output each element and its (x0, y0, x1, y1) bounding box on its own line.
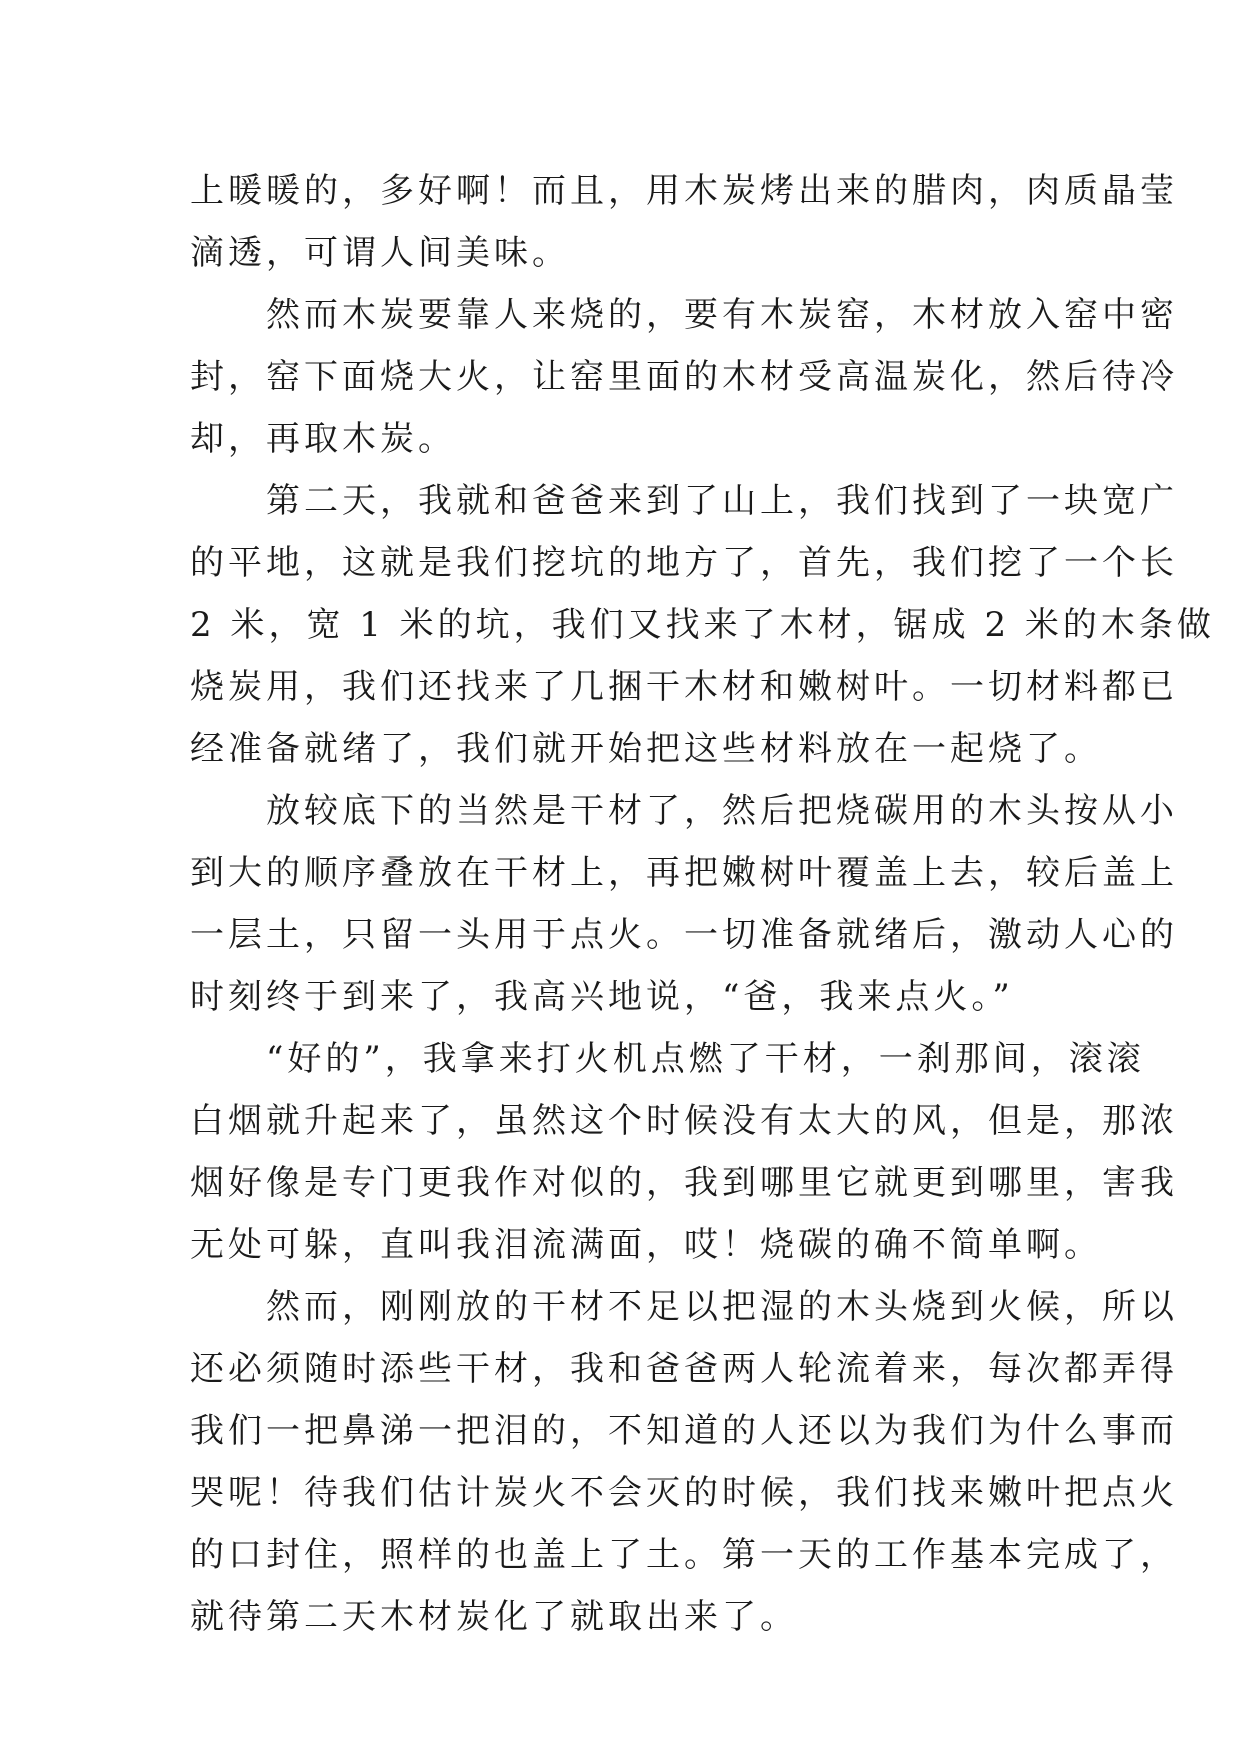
paragraph (190, 470, 1215, 780)
paragraph (190, 780, 1178, 1028)
text-line: 封，窑下面烧大火，让窑里面的木材受高温炭化，然后待冷 (190, 357, 1178, 397)
text-line: 的口封住，照样的也盖上了土。第一天的工作基本完成了， (190, 1535, 1178, 1575)
text-line: 还必须随时添些干材，我和爸爸两人轮流着来，每次都弄得 (190, 1349, 1178, 1389)
text-line: 2 米，宽 1 米的坑，我们又找来了木材，锯成 2 米的木条做 (190, 605, 1215, 645)
text-line: “好的”，我拿来打火机点燃了干材，一刹那间，滚滚 (190, 1039, 1145, 1079)
paragraph (190, 284, 1178, 470)
document-body (190, 160, 1215, 1648)
text-line: 到大的顺序叠放在干材上，再把嫩树叶覆盖上去，较后盖上 (190, 853, 1178, 893)
text-line: 经准备就绪了，我们就开始把这些材料放在一起烧了。 (190, 729, 1102, 769)
text-line: 的平地，这就是我们挖坑的地方了，首先，我们挖了一个长 (190, 543, 1178, 583)
text-line: 却，再取木炭。 (190, 419, 456, 459)
text-line: 然而，刚刚放的干材不足以把湿的木头烧到火候，所以 (190, 1287, 1178, 1327)
text-line: 我们一把鼻涕一把泪的，不知道的人还以为我们为什么事而 (190, 1411, 1178, 1451)
text-line: 滴透，可谓人间美味。 (190, 233, 570, 273)
text-line: 第二天，我就和爸爸来到了山上，我们找到了一块宽广 (190, 481, 1178, 521)
text-line: 无处可躲，直叫我泪流满面，哎！烧碳的确不简单啊。 (190, 1225, 1102, 1265)
paragraph (190, 1276, 1178, 1648)
text-line: 放较底下的当然是干材了，然后把烧碳用的木头按从小 (190, 791, 1178, 831)
text-line: 烟好像是专门更我作对似的，我到哪里它就更到哪里，害我 (190, 1163, 1178, 1203)
text-line: 上暖暖的，多好啊！而且，用木炭烤出来的腊肉，肉质晶莹 (190, 171, 1178, 211)
paragraph (190, 1028, 1178, 1276)
text-line: 白烟就升起来了，虽然这个时候没有太大的风，但是，那浓 (190, 1101, 1178, 1141)
text-line: 就待第二天木材炭化了就取出来了。 (190, 1597, 798, 1637)
text-line: 一层土，只留一头用于点火。一切准备就绪后，激动人心的 (190, 915, 1178, 955)
text-line: 烧炭用，我们还找来了几捆干木材和嫩树叶。一切材料都已 (190, 667, 1178, 707)
text-line: 然而木炭要靠人来烧的，要有木炭窑，木材放入窑中密 (190, 295, 1178, 335)
text-line: 哭呢！待我们估计炭火不会灭的时候，我们找来嫩叶把点火 (190, 1473, 1178, 1513)
text-line: 时刻终于到来了，我高兴地说，“爸，我来点火。” (190, 977, 1014, 1017)
paragraph (190, 160, 1178, 284)
